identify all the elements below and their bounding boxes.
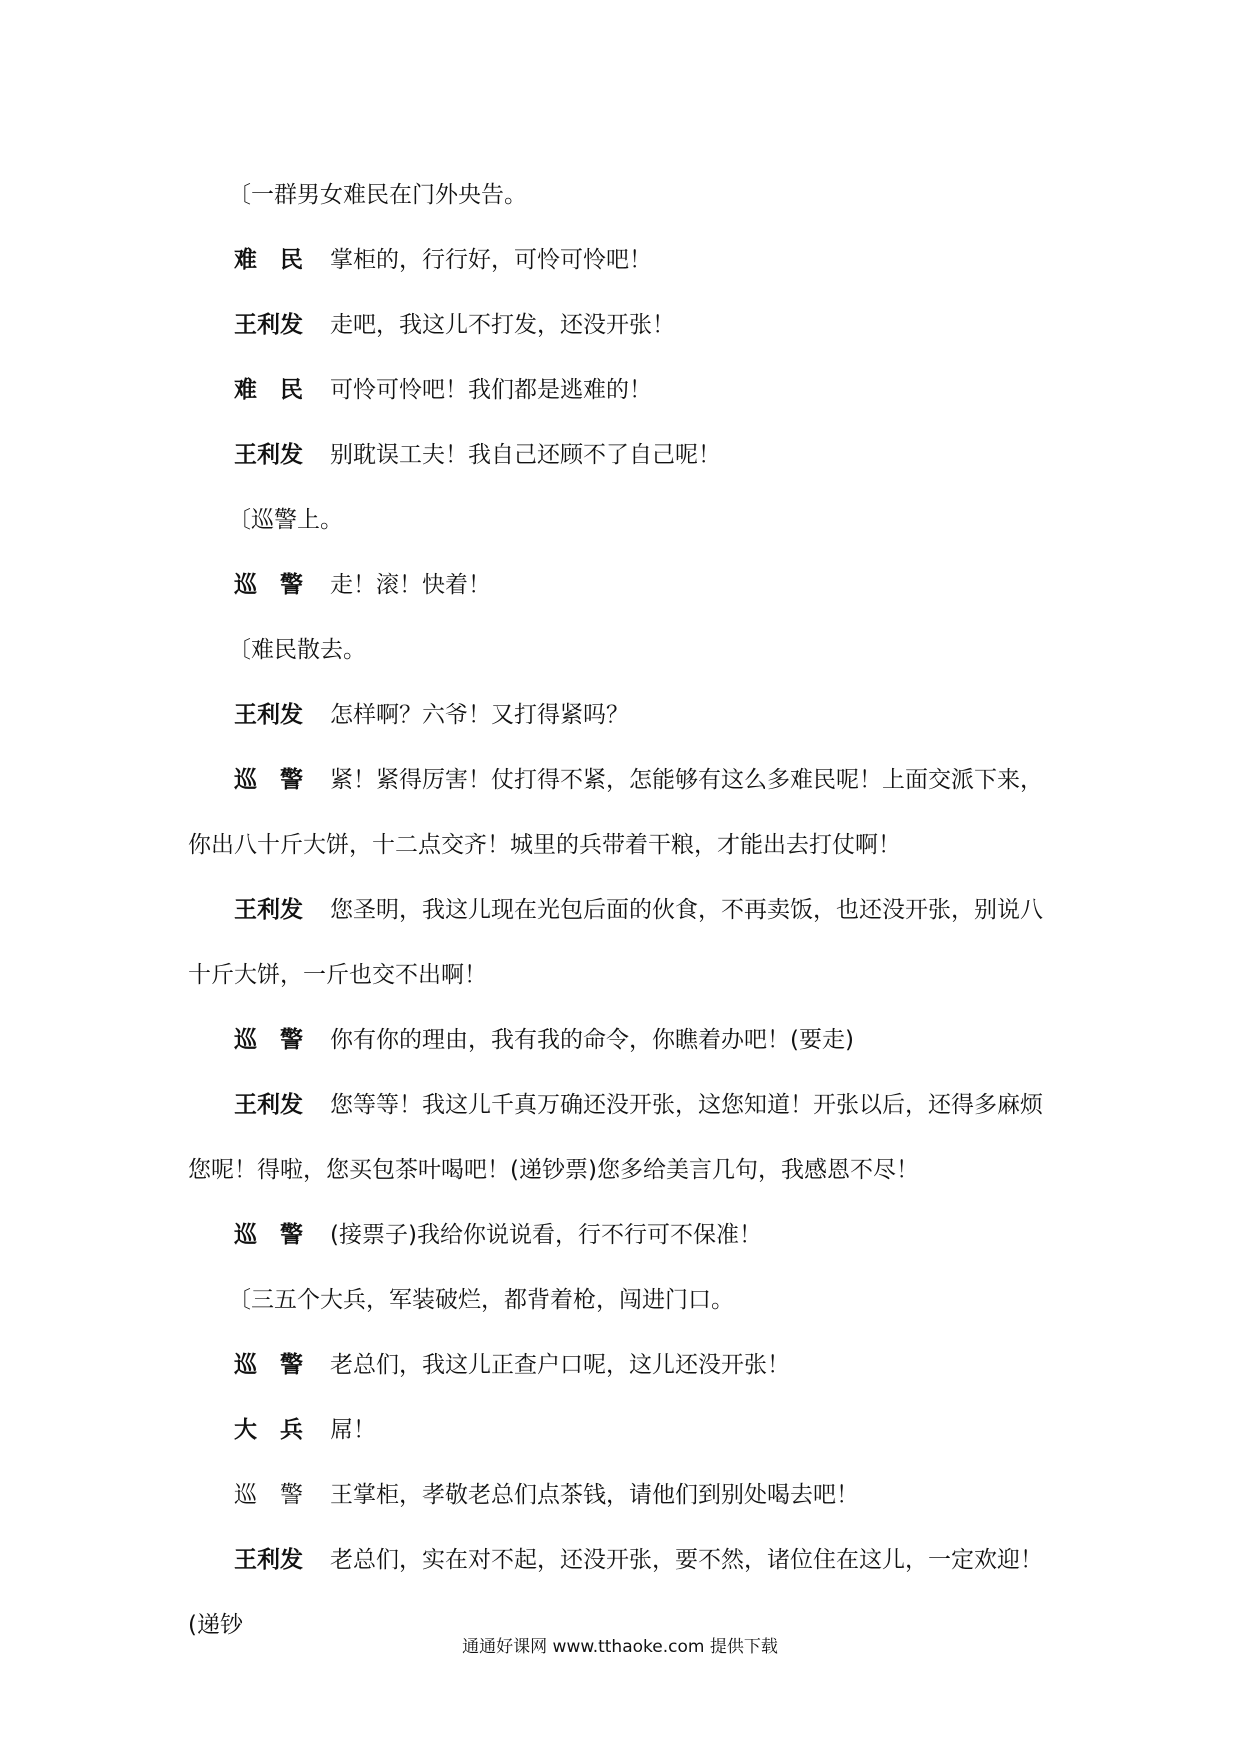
dialogue-line — [188, 423, 1058, 488]
dialogue-text: 走吧，我这儿不打发，还没开张！ — [330, 312, 675, 338]
dialogue-text: 紧！紧得厉害！仗打得不紧，怎能够有这么多难民呢！上面交派下来，你出八十斤大饼，十二点交齐！城里的兵带着干粮，才能出去打仗啊！ — [188, 767, 1043, 858]
dialogue-line — [188, 553, 1058, 618]
speaker-name: 王利发 — [234, 312, 303, 338]
dialogue-line — [188, 1333, 1058, 1398]
dialogue-line — [188, 1463, 1058, 1528]
dialogue-text: 老总们，实在对不起，还没开张，要不然，诸位住在这儿，一定欢迎！(递钞 — [188, 1547, 1043, 1638]
stage-direction: 〔一群男女难民在门外央告。 — [228, 182, 527, 208]
dialogue-text: 别耽误工夫！我自己还顾不了自己呢！ — [330, 442, 721, 468]
dialogue-text: 老总们，我这儿正查户口呢，这儿还没开张！ — [330, 1352, 790, 1378]
speaker-name: 巡 警 — [234, 1222, 303, 1248]
stage-direction: 〔三五个大兵，军装破烂，都背着枪，闯进门口。 — [228, 1287, 734, 1313]
page-footer: 通通好课网 www.tthaoke.com 提供下载 — [462, 1637, 778, 1657]
dialogue-line — [188, 683, 1058, 748]
dialogue-line — [188, 1203, 1058, 1268]
dialogue-line — [188, 1008, 1058, 1073]
speaker-name: 大 兵 — [234, 1417, 303, 1443]
dialogue-text: 掌柜的，行行好，可怜可怜吧！ — [330, 247, 652, 273]
speaker-name: 王利发 — [234, 442, 303, 468]
dialogue-text: 您圣明，我这儿现在光包后面的伙食，不再卖饭，也还没开张，别说八十斤大饼，一斤也交不出啊！ — [188, 897, 1043, 988]
dialogue-text: (接票子)我给你说说看，行不行可不保准！ — [330, 1222, 762, 1248]
speaker-name: 王利发 — [234, 702, 303, 728]
stage-direction: 〔难民散去。 — [228, 637, 366, 663]
dialogue-line — [188, 358, 1058, 423]
speaker-name: 巡 警 — [234, 1482, 303, 1508]
dialogue-line — [188, 878, 1058, 1008]
dialogue-text: 你有你的理由，我有我的命令，你瞧着办吧！(要走) — [330, 1027, 854, 1053]
speaker-name: 难 民 — [234, 377, 303, 403]
dialogue-text: 您等等！我这儿千真万确还没开张，这您知道！开张以后，还得多麻烦您呢！得啦，您买包茶叶喝吧！(递钞票)您多给美言几句，我感恩不尽！ — [188, 1092, 1043, 1183]
speaker-name: 难 民 — [234, 247, 303, 273]
script-body — [188, 163, 1058, 1658]
dialogue-line — [188, 228, 1058, 293]
dialogue-text: 屌！ — [330, 1417, 376, 1443]
speaker-name: 王利发 — [234, 897, 303, 923]
dialogue-text: 可怜可怜吧！我们都是逃难的！ — [330, 377, 652, 403]
dialogue-line — [188, 1398, 1058, 1463]
dialogue-line — [188, 1073, 1058, 1203]
speaker-name: 王利发 — [234, 1547, 303, 1573]
dialogue-text: 走！滚！快着！ — [330, 572, 491, 598]
speaker-name: 巡 警 — [234, 1027, 303, 1053]
stage-direction: 〔巡警上。 — [228, 507, 343, 533]
speaker-name: 巡 警 — [234, 572, 303, 598]
dialogue-line — [188, 293, 1058, 358]
dialogue-line — [188, 748, 1058, 878]
dialogue-text: 怎样啊？六爷！又打得紧吗？ — [330, 702, 629, 728]
speaker-name: 王利发 — [234, 1092, 303, 1118]
speaker-name: 巡 警 — [234, 1352, 303, 1378]
speaker-name: 巡 警 — [234, 767, 303, 793]
dialogue-text: 王掌柜，孝敬老总们点茶钱，请他们到别处喝去吧！ — [330, 1482, 859, 1508]
